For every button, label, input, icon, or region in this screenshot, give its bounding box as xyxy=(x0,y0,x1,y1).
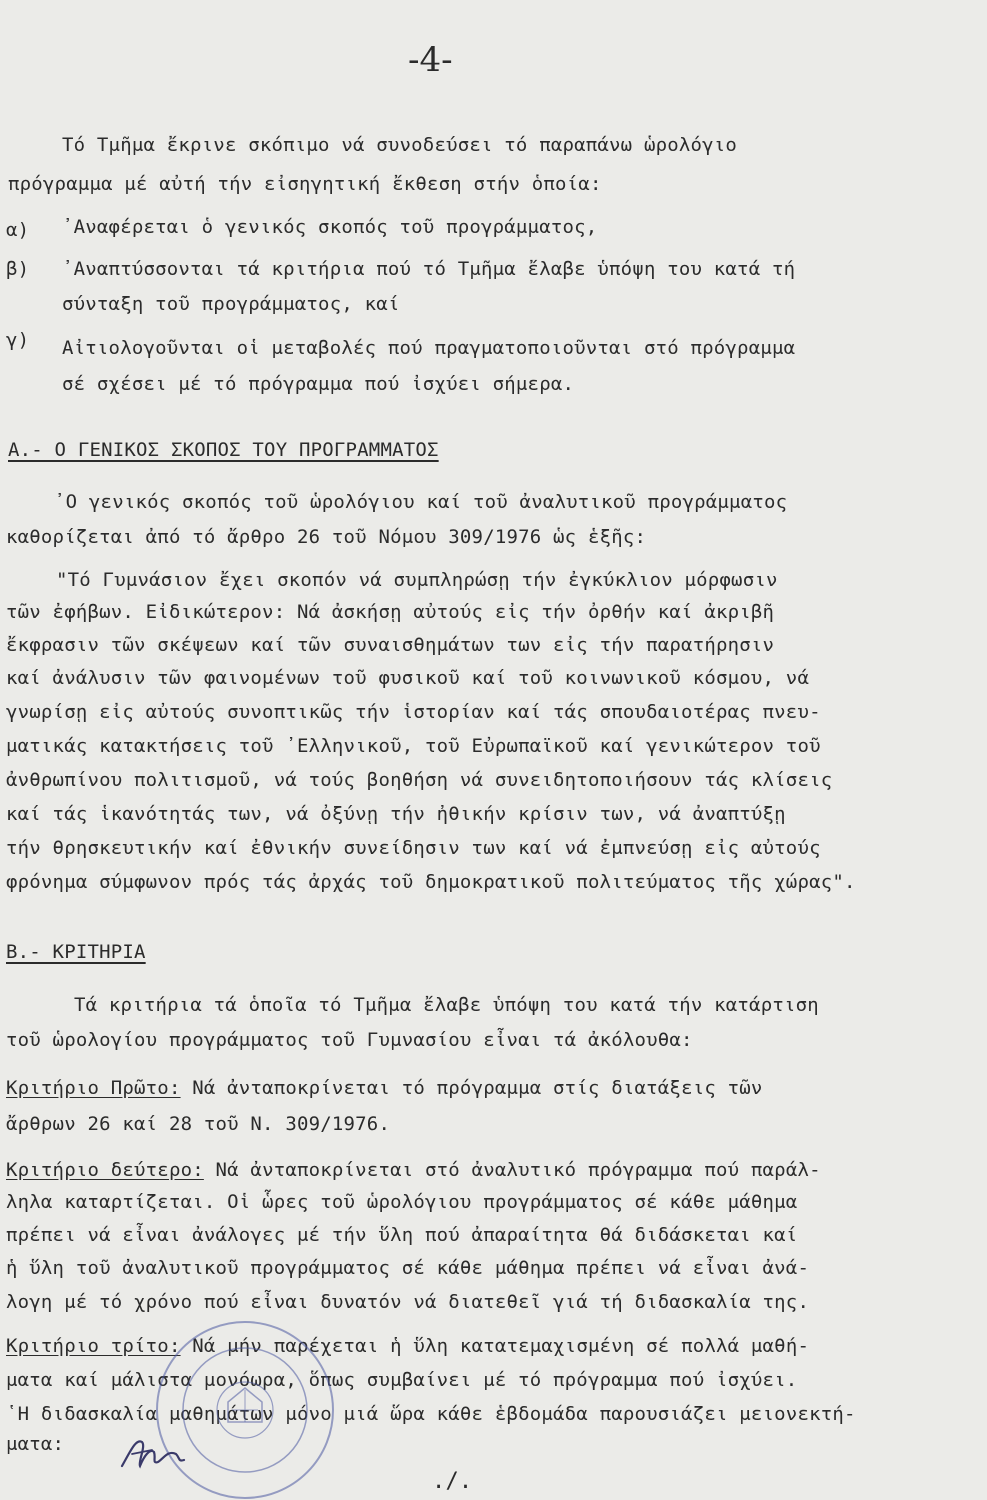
criterion-1-label: Κριτήριο Πρῶτο: xyxy=(6,1077,181,1099)
quote-line: ἔκφρασιν τῶν σκέψεων καί τῶν συναισθημάτων των εἰς τήν παρατήρησιν xyxy=(6,634,775,656)
list-marker-g: γ) xyxy=(6,329,30,351)
criterion-2-line: ἡ ὕλη τοῦ ἀναλυτικοῦ προγράμματος σέ κάθε μάθημα πρέπει νά εἶναι ἀνά- xyxy=(6,1257,810,1279)
list-item-a-line: ᾿Αναφέρεται ὁ γενικός σκοπός τοῦ προγράμματος, xyxy=(62,216,598,238)
list-item-b-line: ᾿Αναπτύσσονται τά κριτήρια πού τό Τμῆμα ἔλαβε ὑπόψη του κατά τή xyxy=(62,258,796,280)
criterion-3-line: ματα καί μάλιστα μονόωρα, ὅπως συμβαίνει μέ τό πρόγραμμα πού ἰσχύει. xyxy=(6,1369,798,1391)
criterion-1 xyxy=(6,1076,763,1100)
section-a-line: καθορίζεται ἀπό τό ἄρθρο 26 τοῦ Νόμου 309/1976 ὡς ἑξῆς: xyxy=(6,526,647,548)
list-item-g-line: Αἰτιολογοῦνται οἱ μεταβολές πού πραγματοποιοῦνται στό πρόγραμμα xyxy=(62,337,796,359)
criterion-2-line: ληλα καταρτίζεται. Οἱ ὧρες τοῦ ὡρολόγιου προγράμματος σέ κάθε μάθημα xyxy=(6,1191,798,1213)
section-b-intro-line: Τά κριτήρια τά ὁποῖα τό Τμῆμα ἔλαβε ὑπόψη του κατά τήν κατάρτιση xyxy=(74,994,819,1016)
quote-line: τήν θρησκευτικήν καί ἐθνικήν συνείδησιν των καί νά ἐμπνεύσῃ εἰς αὐτούς xyxy=(6,837,821,859)
quote-line: καί ἀνάλυσιν τῶν φαινομένων τοῦ φυσικοῦ καί τοῦ κοινωνικοῦ κόσμου, νά xyxy=(6,667,810,689)
continuation-mark: ./. xyxy=(432,1469,473,1494)
section-b-intro-line: τοῦ ὡρολογίου προγράμματος τοῦ Γυμνασίου εἶναι τά ἀκόλουθα: xyxy=(6,1029,693,1051)
criterion-3-label: Κριτήριο τρίτο: xyxy=(6,1335,181,1357)
quote-line: ἀνθρωπίνου πολιτισμοῦ, νά τούς βοηθήση νά συνειδητοποιήσουν τάς κλίσεις xyxy=(6,769,833,791)
section-b-heading: Β.- ΚΡΙΤΗΡΙΑ xyxy=(6,941,146,963)
criterion-1-line: ἄρθρων 26 καί 28 τοῦ Ν. 309/1976. xyxy=(6,1113,391,1135)
quote-line: τῶν ἐφήβων. Εἰδικώτερον: Νά ἀσκήσῃ αὐτούς εἰς τήν ὀρθήν καί ἀκριβῆ xyxy=(6,601,775,623)
criterion-2-line: πρέπει νά εἶναι ἀνάλογες μέ τήν ὕλη πού ἀπαραίτητα θά διδάσκεται καί xyxy=(6,1224,798,1246)
quote-line: φρόνημα σύμφωνον πρός τάς ἀρχάς τοῦ δημοκρατικοῦ πολιτεύματος τῆς χώρας". xyxy=(6,871,856,893)
section-a-heading: Α.- Ο ΓΕΝΙΚΟΣ ΣΚΟΠΟΣ ΤΟΥ ΠΡΟΓΡΑΜΜΑΤΟΣ xyxy=(8,439,439,461)
intro-line: πρόγραμμα μέ αὐτή τήν εἰσηγητική ἔκθεση στήν ὁποία: xyxy=(8,173,602,195)
criterion-3-line: ματα: xyxy=(6,1433,65,1455)
criterion-2 xyxy=(6,1158,821,1182)
criterion-1-text: Νά ἀνταποκρίνεται τό πρόγραμμα στίς διατάξεις τῶν xyxy=(180,1077,763,1099)
criterion-3-text: Νά μήν παρέχεται ἡ ὕλη κατατεμαχισμένη σέ πολλά μαθή- xyxy=(180,1335,810,1357)
quote-line: "Τό Γυμνάσιον ἔχει σκοπόν νά συμπληρώσῃ τήν ἐγκύκλιον μόρφωσιν xyxy=(56,569,778,591)
criterion-2-text: Νά ἀνταποκρίνεται στό ἀναλυτικό πρόγραμμα πού παράλ- xyxy=(203,1159,821,1181)
quote-line: ματικάς κατακτήσεις τοῦ ᾿Ελληνικοῦ, τοῦ Εὐρωπαϊκοῦ καί γενικώτερον τοῦ xyxy=(6,735,821,757)
criterion-2-line: λογη μέ τό χρόνο πού εἶναι δυνατόν νά διατεθεῖ γιά τή διδασκαλία της. xyxy=(6,1291,810,1313)
intro-line: Τό Τμῆμα ἔκρινε σκόπιμο νά συνοδεύσει τό παραπάνω ὡρολόγιο xyxy=(62,134,738,156)
page-number: -4- xyxy=(408,40,453,80)
quote-line: γνωρίσῃ εἰς αὐτούς συνοπτικῶς τήν ἱστορίαν καί τάς σπουδαιοτέρας πνευ- xyxy=(6,701,821,723)
list-marker-b: β) xyxy=(6,258,30,280)
criterion-2-label: Κριτήριο δεύτερο: xyxy=(6,1159,204,1181)
criterion-3-line: ῾Η διδασκαλία μαθημάτων μόνο μιά ὥρα κάθε ἑβδομάδα παρουσιάζει μειονεκτή- xyxy=(6,1403,856,1425)
list-item-g-line: σέ σχέσει μέ τό πρόγραμμα πού ἰσχύει σήμερα. xyxy=(62,373,575,395)
list-item-b-line: σύνταξη τοῦ προγράμματος, καί xyxy=(62,293,400,315)
section-a-line: ᾿Ο γενικός σκοπός τοῦ ὡρολόγιου καί τοῦ ἀναλυτικοῦ προγράμματος xyxy=(54,491,788,513)
quote-line: καί τάς ἱκανότητάς των, νά ὀξύνῃ τήν ἠθικήν κρίσιν των, νά ἀναπτύξῃ xyxy=(6,803,786,825)
handwritten-signature xyxy=(118,1432,188,1472)
list-marker-a: α) xyxy=(6,219,30,241)
